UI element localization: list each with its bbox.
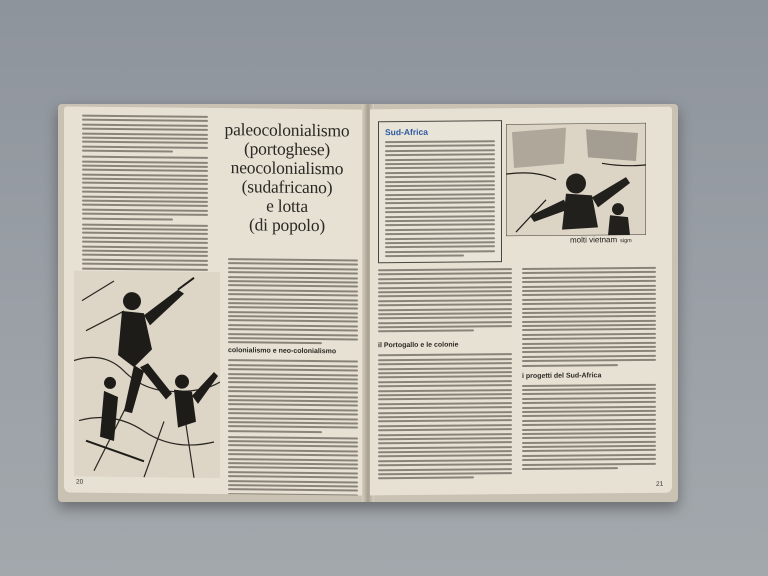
section-heading: colonialismo e neo-colonialismo bbox=[228, 347, 337, 356]
title-line: neocolonialismo bbox=[230, 157, 344, 179]
right-text-column-1 bbox=[378, 268, 512, 482]
box-title: Sud-Africa bbox=[385, 126, 428, 138]
caption-signature: sigm bbox=[620, 238, 632, 245]
section-heading: i progetti del Sud-Africa bbox=[522, 371, 602, 380]
right-text-column-2 bbox=[522, 267, 656, 473]
title-line: (di popolo) bbox=[248, 214, 326, 236]
left-body-text bbox=[228, 258, 358, 495]
title-line: (sudafricano) bbox=[241, 176, 333, 198]
page-number-left: 20 bbox=[76, 478, 84, 486]
cartoon-illustration bbox=[506, 123, 646, 236]
intro-text-column bbox=[82, 115, 208, 278]
caption-text: molti vietnam bbox=[570, 235, 618, 245]
title-line: paleocolonialismo bbox=[224, 119, 350, 141]
right-page bbox=[370, 107, 672, 496]
article-title bbox=[216, 120, 358, 235]
illustration-caption bbox=[570, 235, 632, 245]
magazine-spread bbox=[58, 104, 678, 502]
section-heading: il Portogallo e le colonie bbox=[378, 342, 459, 350]
struggle-illustration bbox=[74, 271, 220, 479]
title-line: (portoghese) bbox=[243, 138, 331, 160]
sud-africa-box bbox=[378, 120, 502, 263]
title-line: e lotta bbox=[266, 195, 308, 216]
page-number-right: 21 bbox=[656, 480, 664, 488]
left-page bbox=[64, 106, 364, 495]
